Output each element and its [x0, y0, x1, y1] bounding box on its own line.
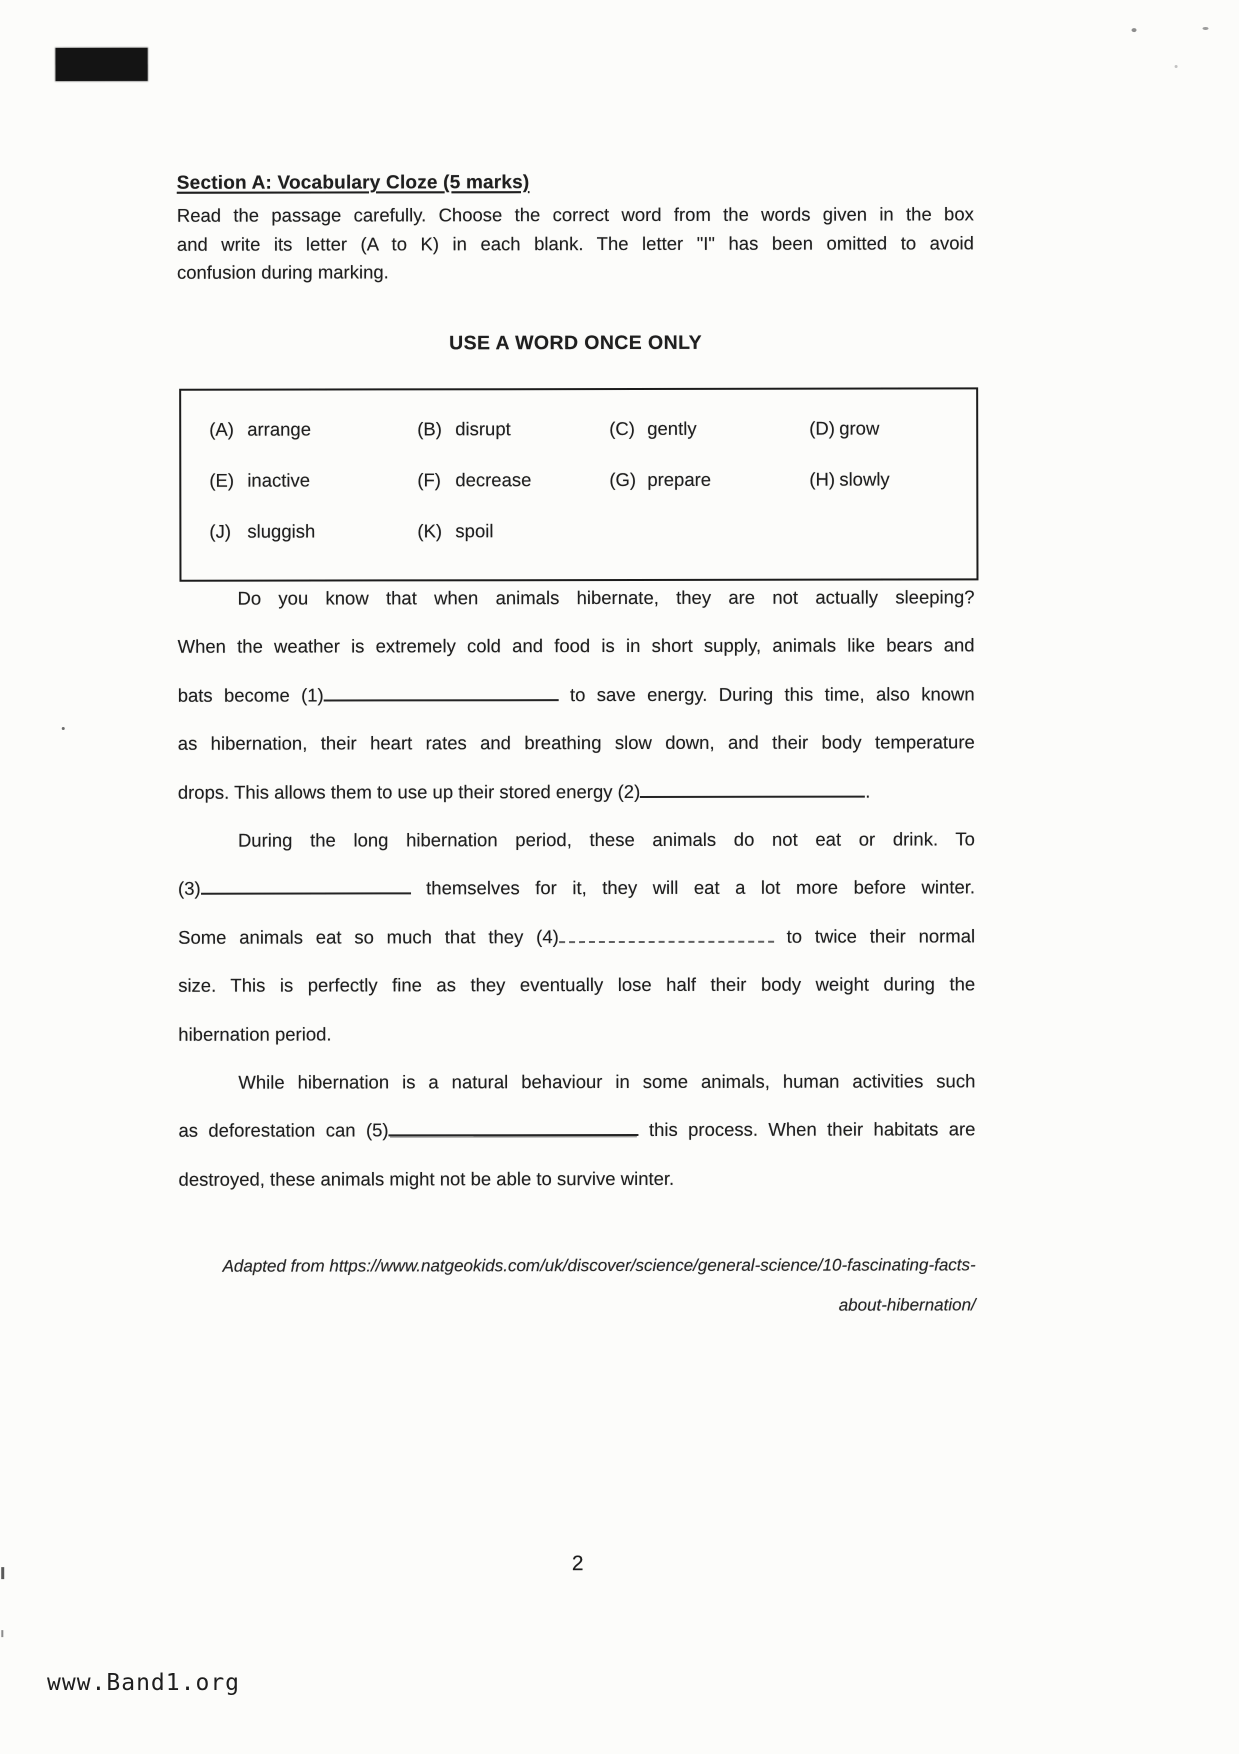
passage-line — [178, 767, 975, 817]
option-letter: (J) — [209, 520, 231, 542]
passage-text: Some animals eat so much that they (4) — [178, 925, 559, 948]
option-word: decrease — [455, 469, 532, 491]
passage-text: . — [865, 780, 871, 802]
word-option-f — [417, 469, 609, 499]
passage-line — [178, 912, 975, 962]
blank-5 — [389, 1130, 639, 1136]
passage-text: this process. When their habitats are — [648, 1118, 976, 1141]
option-letter: (K) — [417, 520, 443, 542]
source-attribution — [179, 1245, 976, 1326]
passage-line: During the long hibernation period, these animals do not eat or drink. To — [237, 828, 975, 851]
option-word: arrange — [247, 418, 312, 440]
website-watermark: www.Band1.org — [47, 1670, 241, 1696]
redaction-box — [56, 48, 148, 81]
passage-text: themselves for it, they will eat a lot more before winter. — [426, 876, 976, 899]
option-letter: (G) — [609, 468, 637, 491]
option-letter: (C) — [609, 417, 635, 440]
option-letter: (F) — [417, 469, 441, 491]
scan-speck — [1175, 65, 1178, 68]
scan-edge-mark — [1, 1630, 3, 1637]
word-option-b — [417, 418, 609, 448]
passage-line — [178, 670, 975, 720]
word-bank-box — [179, 387, 978, 581]
option-letter: (H) — [809, 468, 836, 490]
passage-line: as hibernation, their heart rates and breathing slow down, and their body temperature — [177, 731, 975, 754]
page-number: 2 — [571, 1552, 584, 1576]
scan-speck — [62, 727, 65, 730]
option-word: slowly — [839, 468, 890, 490]
scan-speck — [1203, 27, 1209, 30]
option-word: gently — [647, 417, 697, 439]
option-letter: (D) — [809, 417, 835, 439]
passage-text: bats become (1) — [177, 684, 324, 706]
option-word: grow — [839, 417, 880, 439]
word-option-h — [809, 468, 976, 498]
instructions — [177, 200, 974, 287]
word-option-e — [209, 469, 417, 499]
cloze-passage — [177, 573, 975, 1203]
word-option-g — [609, 469, 809, 499]
passage-line: Do you know that when animals hibernate, they are not actually sleeping? — [237, 586, 975, 609]
passage-line: hibernation period. — [178, 1023, 332, 1045]
passage-line — [178, 1106, 975, 1156]
option-word: sluggish — [247, 520, 316, 542]
instruction-line: and write its letter (A to K) in each blank. The letter "I" has been omitted to avoid — [176, 231, 974, 255]
passage-line: size. This is perfectly fine as they eventually lose half their body weight during the — [178, 973, 976, 996]
instruction-line: confusion during marking. — [176, 261, 389, 283]
passage-line — [178, 864, 975, 914]
passage-line: While hibernation is a natural behaviour in some animals, human activities such — [238, 1070, 976, 1093]
blank-1 — [324, 695, 559, 701]
attribution-line: Adapted from https://www.natgeokids.com/uk/discover/science/general-science/10-fascinating-facts- — [222, 1255, 976, 1276]
option-word: inactive — [247, 469, 311, 491]
passage-text: as deforestation can (5) — [178, 1119, 389, 1142]
passage-line: destroyed, these animals might not be able to survive winter. — [178, 1167, 675, 1190]
blank-2 — [640, 791, 865, 797]
passage-text: drops. This allows them to use up their stored energy (2) — [177, 780, 641, 803]
word-option-j — [209, 520, 417, 550]
section-heading: Section A: Vocabulary Cloze (5 marks) — [176, 172, 530, 194]
word-option-a — [209, 418, 417, 448]
word-option-d — [809, 417, 976, 447]
option-letter: (E) — [209, 469, 234, 491]
word-option-k — [417, 520, 609, 550]
word-option-c — [609, 418, 809, 448]
passage-line: When the weather is extremely cold and food is in short supply, animals like bears and — [177, 634, 975, 658]
option-letter: (A) — [209, 418, 234, 440]
option-word: disrupt — [455, 418, 511, 440]
option-letter: (B) — [417, 418, 442, 440]
option-word: prepare — [647, 468, 712, 490]
blank-3 — [201, 889, 411, 895]
scan-speck — [1132, 28, 1137, 32]
blank-4 — [559, 936, 774, 942]
passage-text: to save energy. During this time, also known — [569, 683, 975, 705]
passage-text: (3) — [178, 878, 201, 900]
option-word: spoil — [455, 520, 494, 542]
word-box-title: USE A WORD ONCE ONLY — [449, 331, 703, 355]
passage-text: to twice their normal — [786, 925, 976, 947]
scan-edge-mark — [1, 1567, 4, 1579]
attribution-line: about-hibernation/ — [838, 1295, 976, 1315]
instruction-line: Read the passage carefully. Choose the correct word from the words given in the box — [176, 203, 974, 226]
